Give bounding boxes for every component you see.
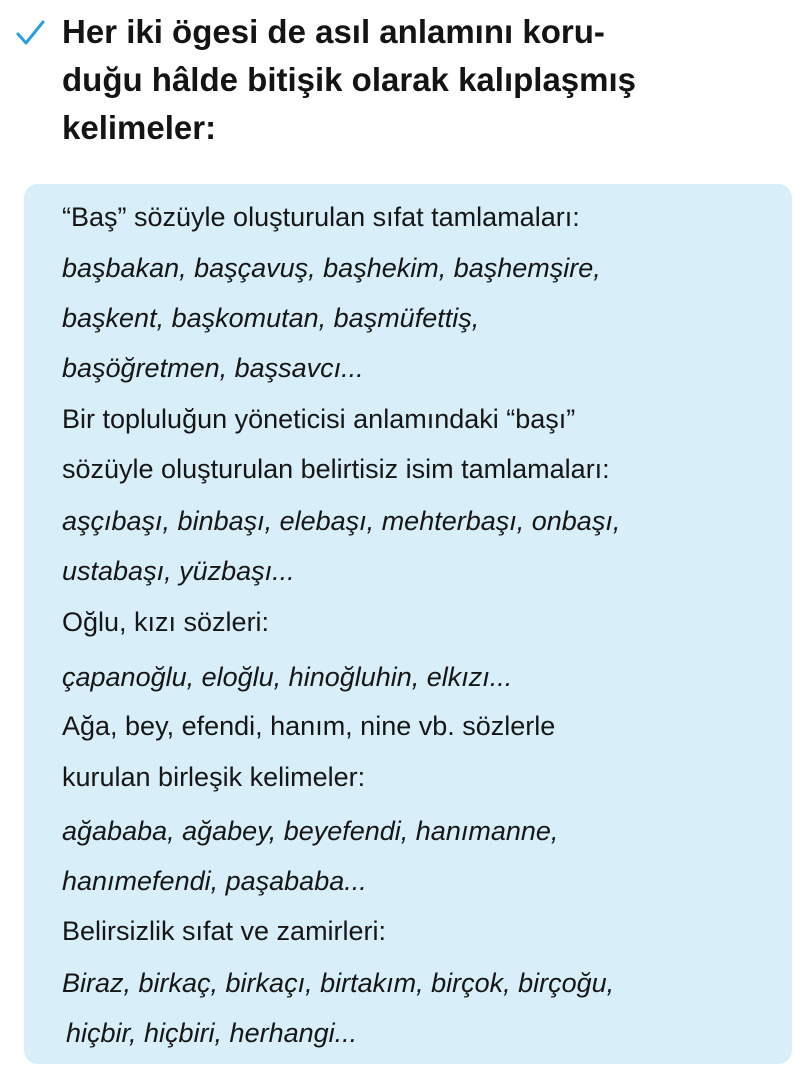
- example-line: başbakan, başçavuş, başhekim, başhemşire,: [62, 253, 601, 283]
- category-line: Bir topluluğun yöneticisi anlamındaki “başı”: [62, 404, 576, 434]
- example-line: Biraz, birkaç, birkaçı, birtakım, birçok, birçoğu,: [62, 968, 615, 998]
- heading-title: [62, 8, 782, 152]
- example-line: hiçbir, hiçbiri, herhangi...: [66, 1018, 358, 1048]
- heading-line: Her iki ögesi de asıl anlamını koru-: [62, 13, 605, 50]
- example-line: ağababa, ağabey, beyefendi, hanımanne,: [62, 816, 559, 846]
- category-line: Belirsizlik sıfat ve zamirleri:: [62, 916, 387, 946]
- heading-line: duğu hâlde bitişik olarak kalıplaşmış: [62, 61, 637, 98]
- category-line: “Baş” sözüyle oluşturulan sıfat tamlamaları:: [62, 202, 580, 232]
- example-line: ustabaşı, yüzbaşı...: [62, 556, 295, 586]
- example-line: çapanoğlu, eloğlu, hinoğluhin, elkızı...: [62, 662, 513, 692]
- example-line: aşçıbaşı, binbaşı, elebaşı, mehterbaşı, onbaşı,: [62, 506, 621, 536]
- category-line: sözüyle oluşturulan belirtisiz isim tamlamaları:: [62, 454, 610, 484]
- example-line: başkent, başkomutan, başmüfettiş,: [62, 303, 480, 333]
- category-line: Oğlu, kızı sözleri:: [62, 607, 270, 637]
- category-line: Ağa, bey, efendi, hanım, nine vb. sözlerle: [62, 711, 556, 741]
- example-line: hanımefendi, paşababa...: [62, 866, 367, 896]
- examples-box: [24, 184, 792, 1064]
- category-line: kurulan birleşik kelimeler:: [62, 762, 366, 792]
- example-line: başöğretmen, başsavcı...: [62, 353, 364, 383]
- heading-line: kelimeler:: [62, 109, 217, 146]
- checkmark-icon: [10, 14, 50, 54]
